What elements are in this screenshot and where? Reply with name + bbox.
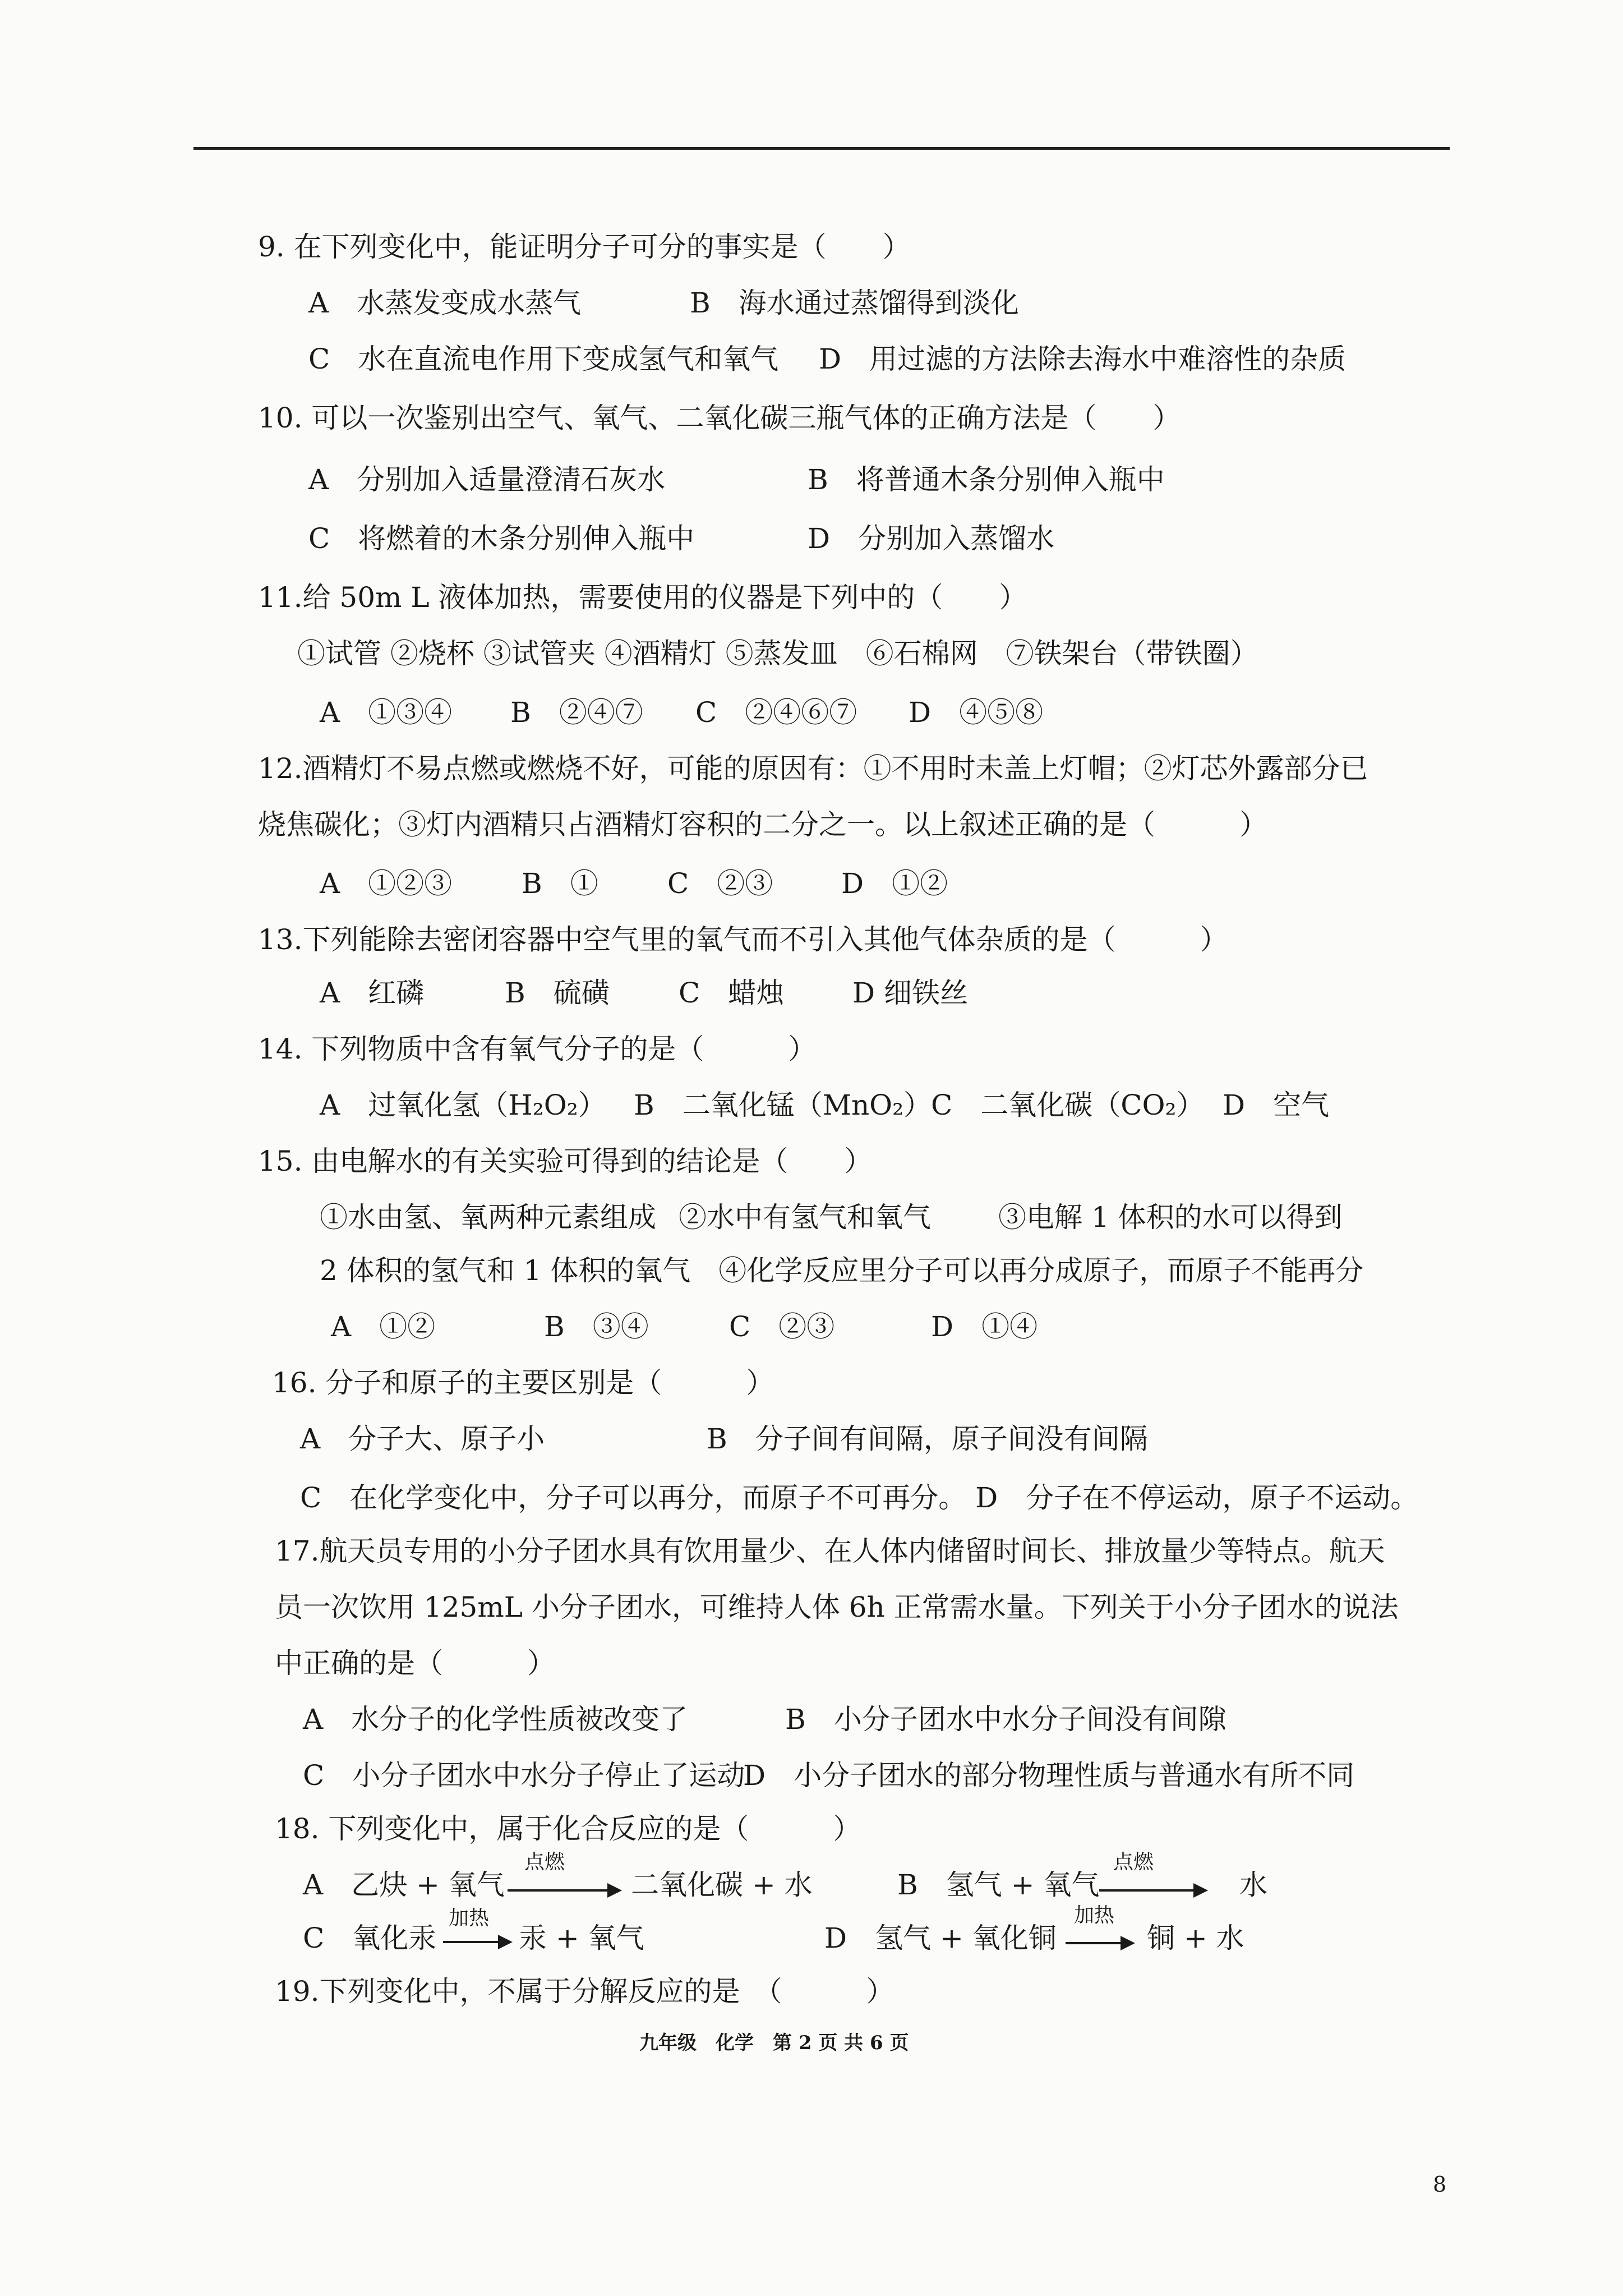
q11-option-c: C ②④⑥⑦ bbox=[695, 696, 857, 729]
q15-option-c: C ②③ bbox=[729, 1310, 835, 1343]
q18-b-condition: 点燃 bbox=[1113, 1851, 1154, 1874]
q12-option-a: A ①②③ bbox=[320, 867, 453, 900]
q18-stem: 18. 下列变化中，属于化合反应的是（ ） bbox=[275, 1812, 861, 1845]
q14-option-d: D 空气 bbox=[1223, 1089, 1330, 1121]
q11-option-d: D ④⑤⑧ bbox=[909, 696, 1044, 729]
q17-option-a: A 水分子的化学性质被改变了 bbox=[303, 1703, 688, 1736]
page-number: 8 bbox=[1433, 2172, 1447, 2197]
q12-option-b: B ① bbox=[522, 867, 598, 900]
q10-option-d: D 分别加入蒸馏水 bbox=[808, 522, 1055, 555]
q9-option-b: B 海水通过蒸馏得到淡化 bbox=[690, 287, 1019, 319]
q9-option-c: C 水在直流电作用下变成氢气和氧气 bbox=[308, 343, 779, 375]
q19-stem: 19.下列变化中，不属于分解反应的是 （ ） bbox=[275, 1975, 895, 2008]
q18-c-arrow bbox=[443, 1941, 510, 1943]
q15-statement-3: ③电解 1 体积的水可以得到 bbox=[998, 1201, 1343, 1234]
q18-d-reactants: D 氢气 + 氧化铜 bbox=[824, 1922, 1057, 1954]
q17-stem-line2: 员一次饮用 125mL 小分子团水，可维持人体 6h 正常需水量。下列关于小分子团水的说法 bbox=[275, 1591, 1399, 1623]
q14-option-a: A 过氧化氢（H₂O₂） bbox=[320, 1089, 606, 1121]
q18-d-products: 铜 + 水 bbox=[1147, 1922, 1244, 1954]
q11-stem: 11.给 50m L 液体加热，需要使用的仪器是下列中的（ ） bbox=[258, 581, 1027, 614]
q15-option-b: B ③④ bbox=[544, 1310, 649, 1343]
q15-statement-line2: 2 体积的氢气和 1 体积的氧气 ④化学反应里分子可以再分成原子，而原子不能再分 bbox=[320, 1254, 1364, 1287]
q10-option-c: C 将燃着的木条分别伸入瓶中 bbox=[308, 522, 695, 555]
q11-option-b: B ②④⑦ bbox=[510, 696, 643, 729]
q11-items: ①试管 ②烧杯 ③试管夹 ④酒精灯 ⑤蒸发皿 ⑥石棉网 ⑦铁架台（带铁圈） bbox=[297, 637, 1258, 670]
q18-c-condition: 加热 bbox=[449, 1907, 490, 1930]
q14-stem: 14. 下列物质中含有氧气分子的是（ ） bbox=[258, 1033, 817, 1065]
q16-stem: 16. 分子和原子的主要区别是（ ） bbox=[272, 1366, 774, 1399]
q15-statement-1: ①水由氢、氧两种元素组成 bbox=[320, 1201, 656, 1234]
q17-option-b: B 小分子团水中水分子间没有间隙 bbox=[785, 1703, 1227, 1736]
header-rule bbox=[193, 147, 1450, 150]
q18-a-arrow bbox=[508, 1889, 620, 1892]
page-footer: 九年级 化学 第 2 页 共 6 页 bbox=[639, 2032, 909, 2054]
q9-stem: 9. 在下列变化中，能证明分子可分的事实是（ ） bbox=[258, 231, 911, 263]
q13-option-b: B 硫磺 bbox=[505, 977, 610, 1009]
q16-option-a: A 分子大、原子小 bbox=[300, 1423, 545, 1455]
q18-d-condition: 加热 bbox=[1074, 1904, 1115, 1927]
q13-stem: 13.下列能除去密闭容器中空气里的氧气而不引入其他气体杂质的是（ ） bbox=[258, 923, 1228, 956]
q9-option-d: D 用过滤的方法除去海水中难溶性的杂质 bbox=[819, 343, 1347, 375]
q18-d-arrow bbox=[1066, 1942, 1133, 1944]
q15-stem: 15. 由电解水的有关实验可得到的结论是（ ） bbox=[258, 1145, 873, 1177]
q10-option-a: A 分别加入适量澄清石灰水 bbox=[308, 463, 666, 496]
q18-a-products: 二氧化碳 + 水 bbox=[631, 1869, 813, 1901]
q18-c-products: 汞 + 氧气 bbox=[519, 1922, 644, 1954]
q18-b-arrow bbox=[1099, 1889, 1206, 1892]
q17-option-c: C 小分子团水中水分子停止了运动 bbox=[303, 1759, 745, 1792]
q18-a-reactants: A 乙炔 + 氧气 bbox=[303, 1869, 505, 1901]
q12-stem-line2: 烧焦碳化；③灯内酒精只占酒精灯容积的二分之一。以上叙述正确的是（ ） bbox=[258, 808, 1267, 841]
q10-option-b: B 将普通木条分别伸入瓶中 bbox=[808, 463, 1165, 496]
q9-option-a: A 水蒸发变成水蒸气 bbox=[308, 287, 582, 319]
q18-b-reactants: B 氢气 + 氧气 bbox=[897, 1869, 1100, 1901]
q12-stem-line1: 12.酒精灯不易点燃或燃烧不好，可能的原因有：①不用时未盖上灯帽；②灯芯外露部分已 bbox=[258, 752, 1368, 785]
q17-stem-line3: 中正确的是（ ） bbox=[275, 1647, 555, 1680]
q10-stem: 10. 可以一次鉴别出空气、氧气、二氧化碳三瓶气体的正确方法是（ ） bbox=[258, 402, 1181, 434]
q13-option-d: D 细铁丝 bbox=[852, 977, 968, 1009]
q13-option-c: C 蜡烛 bbox=[679, 977, 785, 1009]
q14-option-b: B 二氧化锰（MnO₂） bbox=[634, 1089, 932, 1121]
q15-statement-2: ②水中有氢气和氧气 bbox=[679, 1201, 931, 1234]
q18-c-reactants: C 氧化汞 bbox=[303, 1922, 437, 1954]
q18-b-products: 水 bbox=[1239, 1869, 1267, 1901]
q16-option-cd: C 在化学变化中，分子可以再分，而原子不可再分。 D 分子在不停运动，原子不运动。 bbox=[300, 1481, 1419, 1514]
q14-option-c: C 二氧化碳（CO₂） bbox=[931, 1089, 1205, 1121]
q11-option-a: A ①③④ bbox=[320, 696, 453, 729]
q15-option-a: A ①② bbox=[331, 1310, 436, 1343]
q17-stem-line1: 17.航天员专用的小分子团水具有饮用量少、在人体内储留时间长、排放量少等特点。航天 bbox=[275, 1535, 1385, 1567]
q17-option-d: D 小分子团水的部分物理性质与普通水有所不同 bbox=[743, 1759, 1355, 1792]
q16-option-b: B 分子间有间隔，原子间没有间隔 bbox=[707, 1423, 1148, 1455]
q15-option-d: D ①④ bbox=[931, 1310, 1038, 1343]
q12-option-d: D ①② bbox=[841, 867, 948, 900]
q12-option-c: C ②③ bbox=[667, 867, 773, 900]
q18-a-condition: 点燃 bbox=[524, 1851, 565, 1874]
q13-option-a: A 红磷 bbox=[320, 977, 425, 1009]
